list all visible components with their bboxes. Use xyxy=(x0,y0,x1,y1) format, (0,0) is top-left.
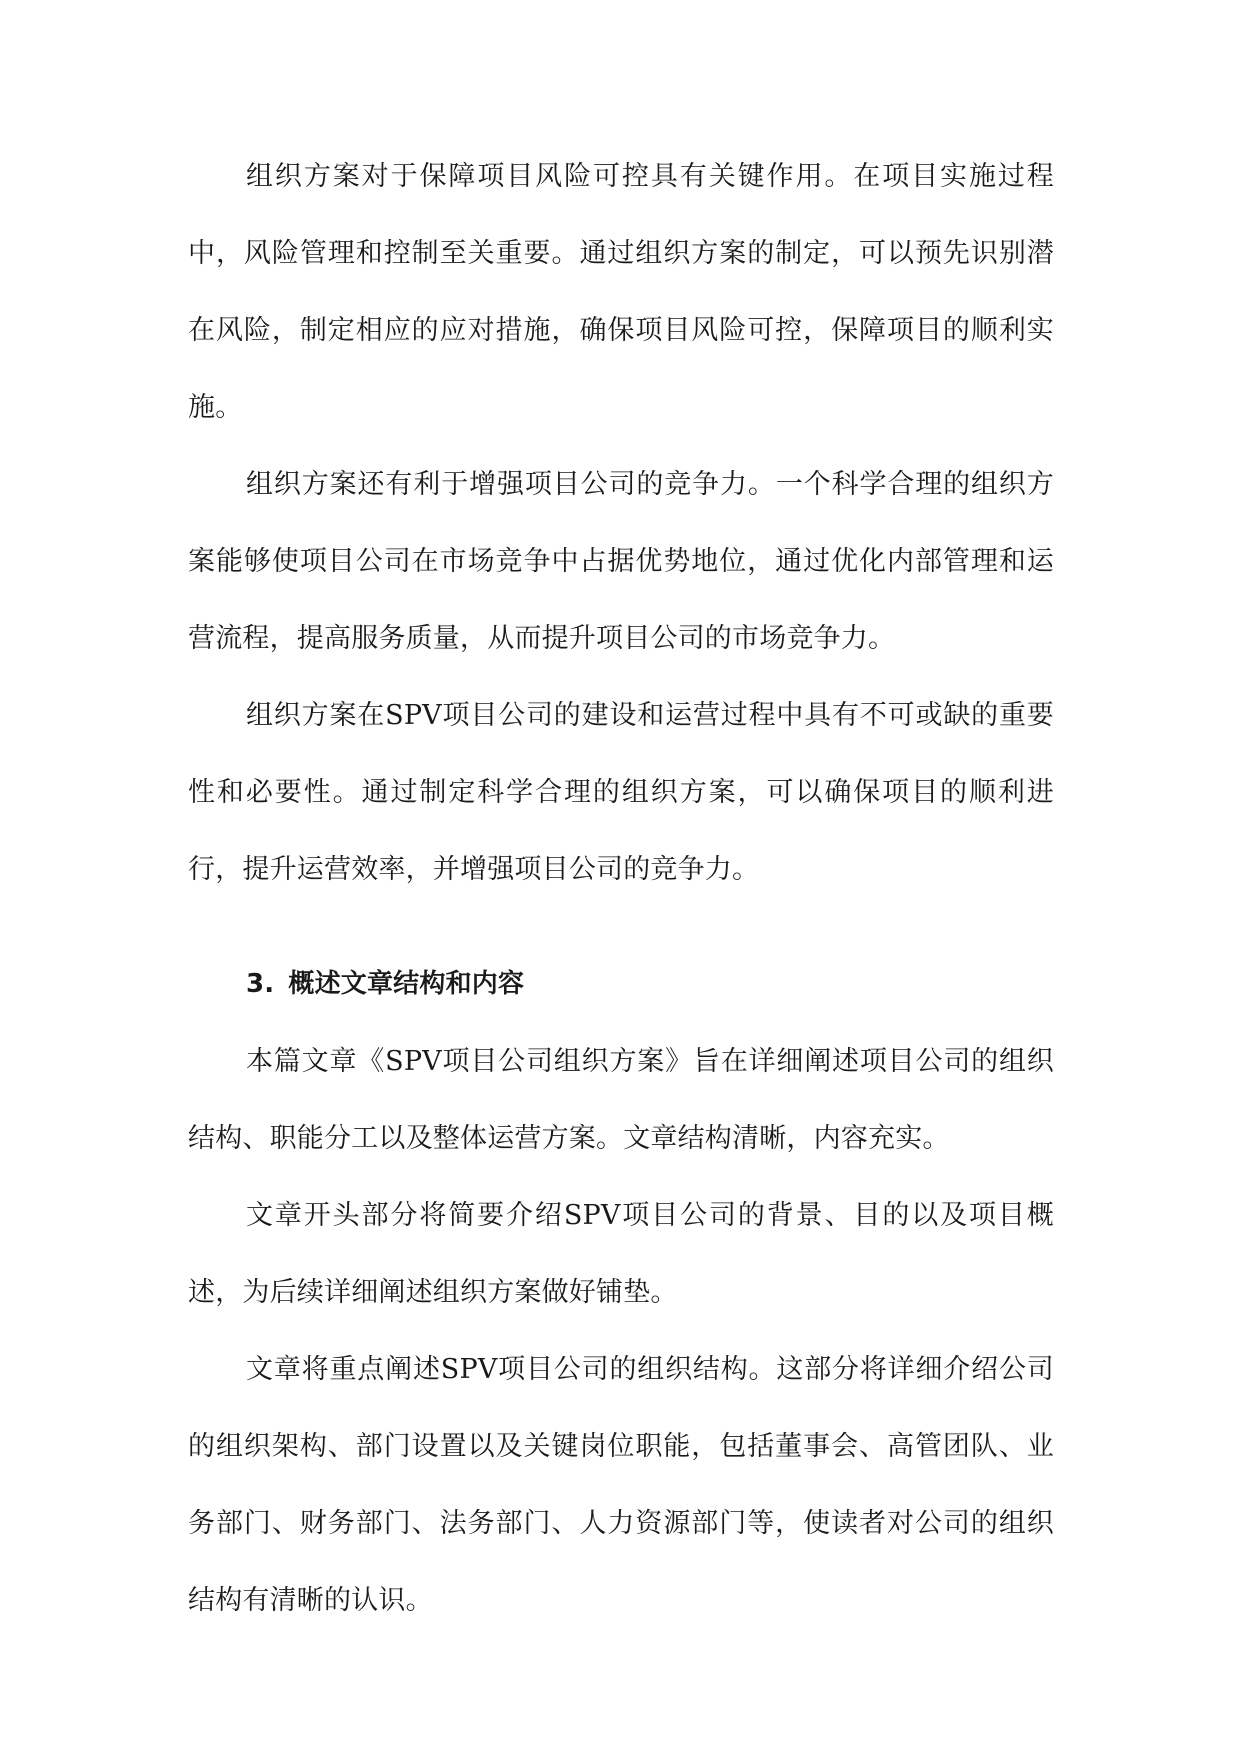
paragraph-importance: 组织方案在SPV项目公司的建设和运营过程中具有不可或缺的重要性和必要性。通过制定科学合理的组织方案，可以确保项目的顺利进行，提升运营效率，并增强项目公司的竞争力。 xyxy=(188,700,1054,885)
section-heading xyxy=(188,946,1054,1023)
paragraph-overview: 本篇文章《SPV项目公司组织方案》旨在详细阐述项目公司的组织结构、职能分工以及整体运营方案。文章结构清晰，内容充实。 xyxy=(188,1046,1054,1154)
section-title: 概述文章结构和内容 xyxy=(288,969,525,999)
paragraph-opening: 文章开头部分将简要介绍SPV项目公司的背景、目的以及项目概述，为后续详细阐述组织方案做好铺垫。 xyxy=(188,1200,1054,1308)
paragraph-risk-control: 组织方案对于保障项目风险可控具有关键作用。在项目实施过程中，风险管理和控制至关重要。通过组织方案的制定，可以预先识别潜在风险，制定相应的应对措施，确保项目风险可控，保障项目的顺利实施。 xyxy=(188,161,1054,423)
paragraph-structure: 文章将重点阐述SPV项目公司的组织结构。这部分将详细介绍公司的组织架构、部门设置以及关键岗位职能，包括董事会、高管团队、业务部门、财务部门、法务部门、人力资源部门等，使读者对公司的组织结构有清晰的认识。 xyxy=(188,1354,1054,1616)
paragraph-competitiveness: 组织方案还有利于增强项目公司的竞争力。一个科学合理的组织方案能够使项目公司在市场竞争中占据优势地位，通过优化内部管理和运营流程，提高服务质量，从而提升项目公司的市场竞争力。 xyxy=(188,469,1054,654)
document-body xyxy=(188,138,1054,1639)
section-number: 3. xyxy=(246,969,275,999)
